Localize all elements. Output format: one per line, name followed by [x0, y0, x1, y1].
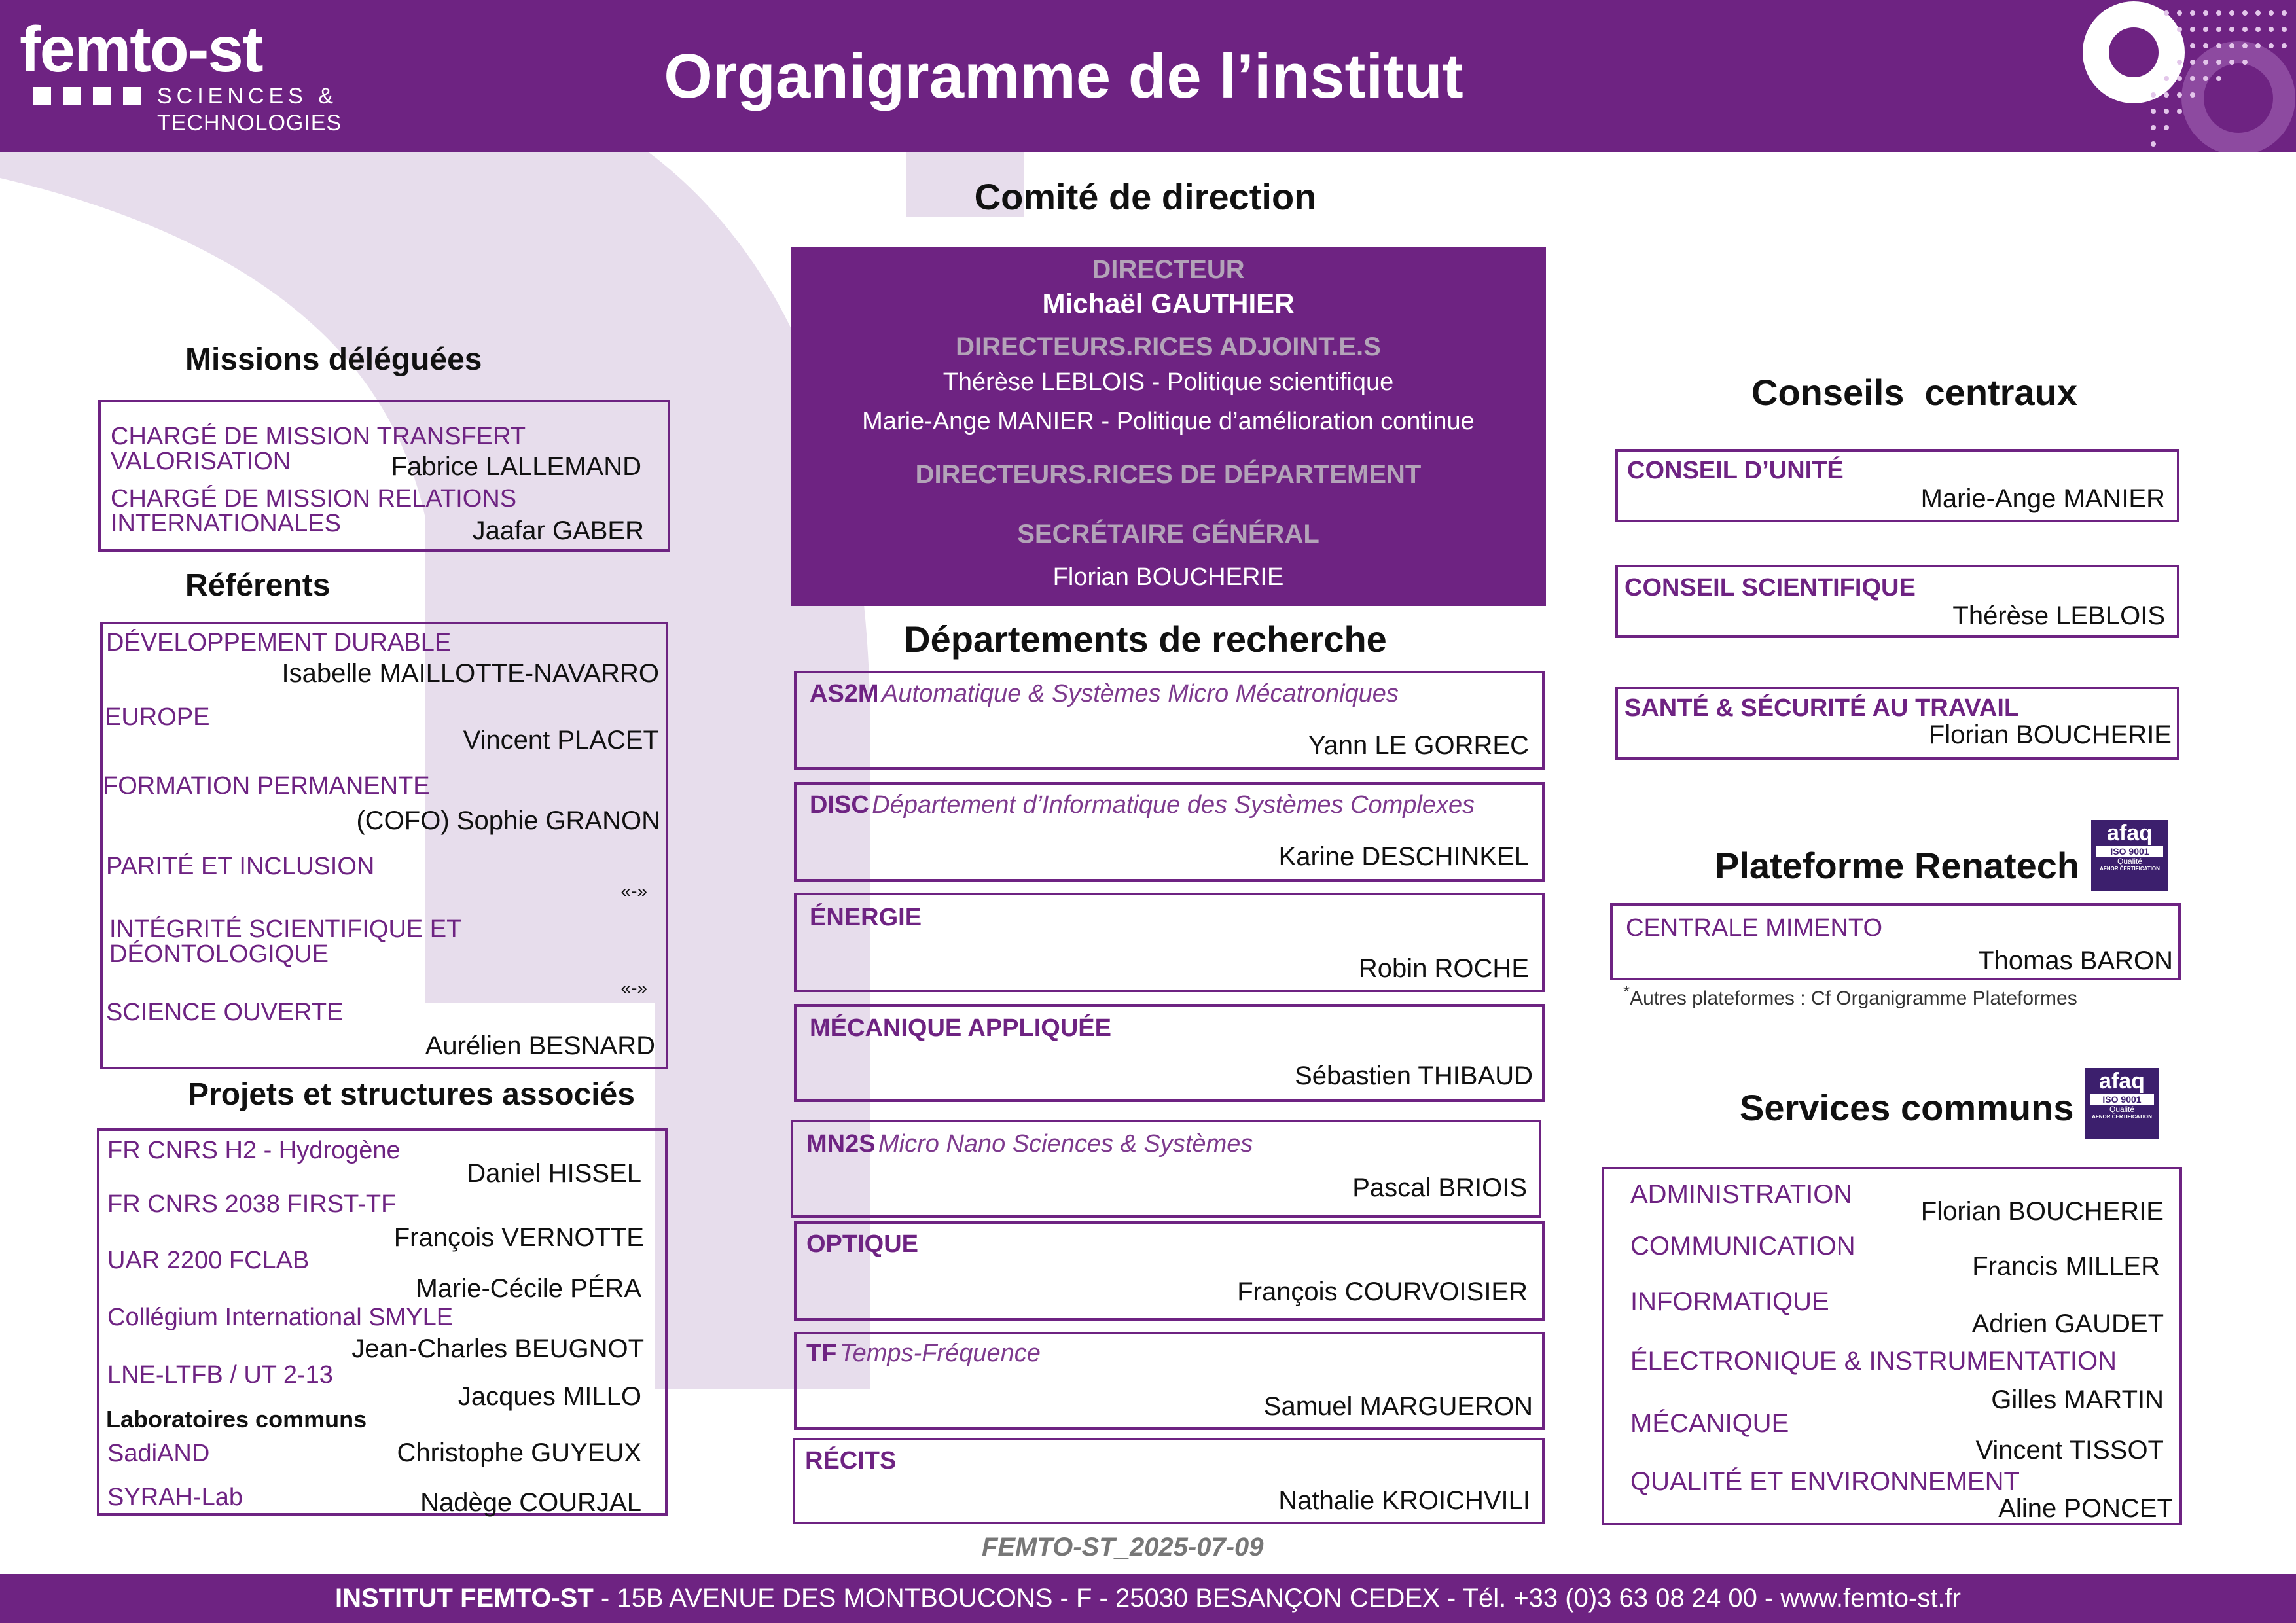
- comite-heading: Comité de direction: [974, 176, 1317, 217]
- version-label: FEMTO-ST_2025-07-09: [982, 1533, 1264, 1561]
- projet-3-label: UAR 2200 FCLAB: [107, 1247, 310, 1274]
- conseil-unite-label: CONSEIL D’UNITÉ: [1627, 457, 1844, 484]
- afaq-brand: afaq: [2107, 821, 2153, 846]
- labo-1-name: Christophe GUYEUX: [397, 1438, 641, 1467]
- dept-mn2s-desc: Micro Nano Sciences & Systèmes: [878, 1130, 1253, 1158]
- plateforme-heading: Plateforme Renatech: [1715, 845, 2080, 886]
- afaq-badge-services: [2085, 1068, 2159, 1139]
- dept-tf-name: Samuel MARGUERON: [1263, 1392, 1533, 1421]
- referent-2-label: EUROPE: [105, 704, 210, 731]
- services-box: [1602, 1167, 2182, 1525]
- referent-1-label: DÉVELOPPEMENT DURABLE: [106, 629, 452, 656]
- afaq-iso: ISO 9001: [2090, 1094, 2154, 1105]
- footer-text: [0, 1574, 2296, 1623]
- service-3-label: INFORMATIQUE: [1630, 1287, 1829, 1316]
- dept-as2m: [794, 671, 1545, 770]
- dept-energie: [794, 893, 1545, 992]
- dept-mecanique-name: Sébastien THIBAUD: [1295, 1061, 1533, 1090]
- adjoint-1: Thérèse LEBLOIS - Politique scientifique: [942, 368, 1394, 396]
- centrale-name: Thomas BARON: [1978, 946, 2173, 975]
- projet-5-label: LNE-LTFB / UT 2-13: [107, 1361, 333, 1389]
- sg-name: Florian BOUCHERIE: [1052, 563, 1284, 591]
- service-2-name: Francis MILLER: [1972, 1252, 2160, 1281]
- missions-heading: Missions déléguées: [185, 342, 482, 377]
- directeur-name: Michaël GAUTHIER: [1042, 288, 1295, 319]
- adjoint-2: Marie-Ange MANIER - Politique d’amélioration continue: [862, 408, 1475, 435]
- sg-label: SECRÉTAIRE GÉNÉRAL: [1017, 520, 1319, 548]
- afaq-badge-plateforme: [2091, 820, 2168, 891]
- dept-disc-desc: Département d’Informatique des Systèmes Complexes: [872, 791, 1475, 819]
- referent-5-label: INTÉGRITÉ SCIENTIFIQUE ET: [109, 916, 462, 943]
- dept-optique-code: OPTIQUE: [806, 1230, 919, 1258]
- dept-as2m-name: Yann LE GORREC: [1308, 731, 1529, 760]
- service-5-label: MÉCANIQUE: [1630, 1409, 1789, 1438]
- service-1-name: Florian BOUCHERIE: [1920, 1197, 2164, 1226]
- dept-tf-desc: Temps-Fréquence: [839, 1340, 1041, 1367]
- comite-box: [791, 247, 1546, 606]
- footer-rest: - 15B AVENUE DES MONTBOUCONS - F - 25030 BESANÇON CEDEX - Tél. +33 (0)3 63 08 24 00 - www.femto-st.fr: [593, 1584, 1961, 1613]
- referent-3-label: FORMATION PERMANENTE: [103, 772, 430, 800]
- referent-6-name: Aurélien BESNARD: [425, 1031, 655, 1060]
- dept-tf-code: TF: [806, 1340, 837, 1367]
- dept-tf: [794, 1332, 1545, 1430]
- dept-recits-code: RÉCITS: [805, 1447, 897, 1474]
- logo-squares: [33, 87, 141, 109]
- dept-mecanique-appliquee: [794, 1004, 1545, 1102]
- dept-recits: [793, 1438, 1545, 1524]
- referents-heading: Référents: [185, 568, 331, 603]
- conseil-scientifique-name: Thérèse LEBLOIS: [1952, 601, 2165, 630]
- projet-4-label: Collégium International SMYLE: [107, 1304, 454, 1331]
- referent-3-name: (COFO) Sophie GRANON: [356, 806, 660, 835]
- missions-box: [98, 400, 670, 552]
- dept-directors-label: DIRECTEURS.RICES DE DÉPARTEMENT: [915, 460, 1422, 489]
- conseil-unite-name: Marie-Ange MANIER: [1920, 484, 2165, 513]
- dept-mecanique-code: MÉCANIQUE APPLIQUÉE: [810, 1014, 1111, 1042]
- projets-box: [97, 1128, 668, 1516]
- afaq-q: Qualité: [2117, 857, 2143, 866]
- dept-recits-name: Nathalie KROICHVILI: [1278, 1486, 1530, 1515]
- dept-disc-name: Karine DESCHINKEL: [1278, 842, 1529, 871]
- referent-5-label2: DÉONTOLOGIQUE: [109, 940, 329, 968]
- referent-6-label: SCIENCE OUVERTE: [106, 999, 344, 1026]
- labo-1-label: SadiAND: [107, 1440, 210, 1467]
- mission-2-name: Jaafar GABER: [472, 516, 644, 545]
- afaq-iso: ISO 9001: [2096, 846, 2163, 857]
- projet-1-name: Daniel HISSEL: [467, 1159, 641, 1188]
- femto-logo: [20, 13, 360, 141]
- dept-mn2s: [791, 1120, 1541, 1218]
- conseil-scientifique-label: CONSEIL SCIENTIFIQUE: [1624, 574, 1916, 601]
- centrale-label: CENTRALE MIMENTO: [1626, 914, 1883, 942]
- dept-disc: [794, 782, 1545, 882]
- logo-wordmark: femto-st: [20, 13, 262, 85]
- dept-disc-code: DISC: [810, 791, 869, 819]
- service-3-name: Adrien GAUDET: [1971, 1310, 2164, 1338]
- service-6-label: QUALITÉ ET ENVIRONNEMENT: [1630, 1467, 2020, 1496]
- dept-optique-name: François COURVOISIER: [1237, 1277, 1528, 1306]
- labo-2-label: SYRAH-Lab: [107, 1484, 243, 1511]
- departements-heading: Départements de recherche: [904, 618, 1387, 660]
- conseil-sante-securite: [1615, 687, 2179, 760]
- mission-1-label2: VALORISATION: [111, 448, 291, 475]
- service-1-label: ADMINISTRATION: [1630, 1180, 1853, 1209]
- directeur-label: DIRECTEUR: [1092, 255, 1245, 284]
- referent-1-name: Isabelle MAILLOTTE-NAVARRO: [281, 659, 659, 688]
- header-decoration: [2081, 0, 2296, 152]
- projet-3-name: Marie-Cécile PÉRA: [416, 1274, 641, 1303]
- footer-bar: [0, 1574, 2296, 1623]
- service-4-name: Gilles MARTIN: [1991, 1385, 2164, 1414]
- conseil-sante-name: Florian BOUCHERIE: [1928, 721, 2172, 749]
- afaq-cert: AFNOR CERTIFICATION: [2100, 866, 2160, 872]
- dept-as2m-code: AS2M: [810, 680, 879, 707]
- logo-sub2: TECHNOLOGIES: [157, 111, 342, 135]
- mission-2-label: CHARGÉ DE MISSION RELATIONS: [111, 485, 517, 512]
- adjoints-label: DIRECTEURS.RICES ADJOINT.E.S: [956, 332, 1381, 361]
- referent-4-label: PARITÉ ET INCLUSION: [106, 853, 375, 880]
- footer-bold: INSTITUT FEMTO-ST: [335, 1584, 594, 1613]
- service-5-name: Vincent TISSOT: [1975, 1436, 2164, 1465]
- referent-2-name: Vincent PLACET: [463, 726, 659, 755]
- referent-5-name: «-»: [620, 978, 647, 998]
- conseil-unite: [1615, 449, 2179, 522]
- note-text: Autres plateformes : Cf Organigramme Plateformes: [1630, 988, 2077, 1009]
- conseils-heading: Conseils centraux: [1751, 372, 2077, 413]
- dept-mn2s-code: MN2S: [806, 1130, 876, 1158]
- mission-2-label2: INTERNATIONALES: [111, 510, 341, 537]
- dept-energie-name: Robin ROCHE: [1358, 954, 1529, 983]
- mission-1-name: Fabrice LALLEMAND: [391, 452, 641, 481]
- conseil-scientifique: [1615, 565, 2179, 638]
- projet-1-label: FR CNRS H2 - Hydrogène: [107, 1137, 401, 1164]
- note-mark: *: [1623, 982, 1630, 1001]
- service-4-label: ÉLECTRONIQUE & INSTRUMENTATION: [1630, 1347, 2117, 1376]
- dept-optique: [794, 1221, 1545, 1321]
- projet-2-name: François VERNOTTE: [393, 1223, 644, 1252]
- service-2-label: COMMUNICATION: [1630, 1232, 1856, 1260]
- logo-sub1: SCIENCES &: [157, 84, 338, 109]
- conseil-sante-label: SANTÉ & SÉCURITÉ AU TRAVAIL: [1624, 694, 2020, 722]
- projets-heading: Projets et structures associés: [188, 1077, 635, 1112]
- projet-5-name: Jacques MILLO: [457, 1382, 641, 1411]
- dept-energie-code: ÉNERGIE: [810, 904, 922, 931]
- centrale-box: [1610, 903, 2181, 980]
- afaq-q: Qualité: [2109, 1105, 2135, 1114]
- afaq-cert: AFNOR CERTIFICATION: [2092, 1114, 2152, 1120]
- projet-4-name: Jean-Charles BEUGNOT: [351, 1334, 644, 1363]
- dept-mn2s-name: Pascal BRIOIS: [1352, 1173, 1527, 1202]
- projet-2-label: FR CNRS 2038 FIRST-TF: [107, 1190, 397, 1218]
- plateforme-note: [1623, 982, 2077, 1010]
- labos-heading: Laboratoires communs: [106, 1406, 367, 1433]
- referents-box: [100, 622, 668, 1069]
- referent-4-name: «-»: [620, 881, 647, 901]
- services-heading: Services communs: [1740, 1087, 2074, 1128]
- afaq-brand: afaq: [2099, 1069, 2145, 1094]
- mission-1-label: CHARGÉ DE MISSION TRANSFERT: [111, 423, 526, 450]
- labo-2-name: Nadège COURJAL: [420, 1488, 641, 1517]
- dept-as2m-desc: Automatique & Systèmes Micro Mécatroniques: [882, 680, 1399, 707]
- service-6-name: Aline PONCET: [1998, 1494, 2173, 1523]
- page-title: Organigramme de l’institut: [664, 41, 1463, 111]
